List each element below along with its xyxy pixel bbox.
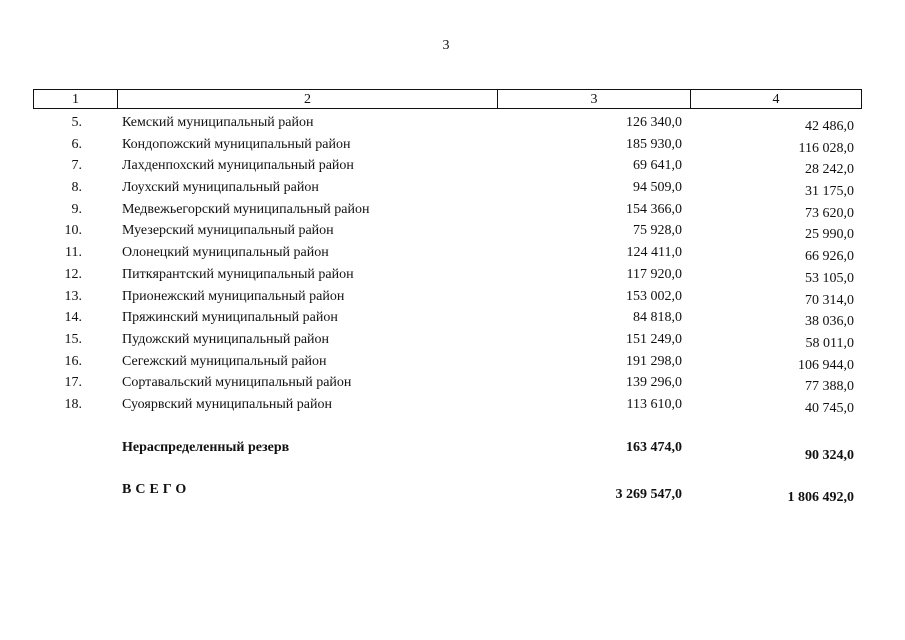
row-number: 18. [64,396,82,412]
value-col3: 185 930,0 [626,136,682,152]
row-number: 16. [64,353,82,369]
value-col3: 154 366,0 [626,201,682,217]
value-col4: 73 620,0 [805,205,854,221]
value-col4: 66 926,0 [805,249,854,265]
total-label: ВСЕГО [122,482,191,497]
column-header-2: 2 [118,90,498,109]
value-col3: 126 340,0 [626,115,682,130]
district-name: Лахденпохский муниципальный район [122,158,354,174]
district-name: Прионежский муниципальный район [122,288,345,304]
row-number: 8. [71,180,82,196]
row-number: 10. [64,223,82,239]
district-name: Пудожский муниципальный район [122,331,330,347]
district-name: Сегежский муниципальный район [122,353,327,369]
value-col4: 70 314,0 [805,292,854,308]
table-row [0,242,905,264]
row-number: 5. [71,115,82,130]
value-col3: 151 249,0 [626,331,682,347]
value-col4: 106 944,0 [798,357,854,373]
row-number: 7. [71,158,82,174]
row-number: 15. [64,331,82,347]
district-name: Кемский муниципальный район [122,115,314,130]
row-number: 6. [71,136,82,152]
value-col3: 139 296,0 [626,375,682,391]
district-name: Суоярвский муниципальный район [122,396,332,412]
value-col3: 117 920,0 [626,266,682,282]
value-col3: 75 928,0 [633,223,682,239]
value-col4: 38 036,0 [805,314,854,330]
reserve-col3: 163 474,0 [626,440,682,455]
value-col4: 42 486,0 [805,119,854,134]
value-col4: 40 745,0 [805,400,854,416]
reserve-col4: 90 324,0 [805,448,854,463]
row-number: 11. [65,245,82,261]
value-col4: 28 242,0 [805,162,854,178]
table-row [0,199,905,221]
row-number: 13. [64,288,82,304]
value-col4: 31 175,0 [805,184,854,200]
value-col4: 53 105,0 [805,270,854,286]
value-col4: 25 990,0 [805,227,854,243]
table-row [0,372,905,394]
district-table-body [0,112,905,416]
row-number: 17. [64,375,82,391]
district-name: Сортавальский муниципальный район [122,375,352,391]
value-col3: 94 509,0 [633,180,682,196]
value-col3: 69 641,0 [633,158,682,174]
table-row [0,329,905,351]
district-name: Олонецкий муниципальный район [122,245,329,261]
district-name: Лоухский муниципальный район [122,180,319,196]
value-col4: 58 011,0 [805,335,854,351]
value-col3: 124 411,0 [626,245,682,261]
district-name: Медвежьегорский муниципальный район [122,201,370,217]
value-col3: 84 818,0 [633,310,682,326]
column-header-table [33,89,862,109]
total-col3: 3 269 547,0 [615,487,682,502]
table-row [0,177,905,199]
value-col3: 153 002,0 [626,288,682,304]
column-header-4: 4 [691,90,862,109]
table-row [0,155,905,177]
table-row [0,220,905,242]
table-row [0,307,905,329]
total-col4: 1 806 492,0 [787,490,854,505]
value-col3: 191 298,0 [626,353,682,369]
table-row [0,286,905,308]
row-number: 12. [64,266,82,282]
district-name: Муезерский муниципальный район [122,223,334,239]
district-name: Пряжинский муниципальный район [122,310,338,326]
value-col3: 113 610,0 [626,396,682,412]
page-number: 3 [442,38,450,53]
row-number: 9. [71,201,82,217]
reserve-label: Нераспределенный резерв [122,440,290,455]
district-name: Питкярантский муниципальный район [122,266,354,282]
table-row [0,112,905,134]
table-row [0,134,905,156]
column-header-1: 1 [34,90,118,109]
table-row [0,351,905,373]
column-header-3: 3 [498,90,691,109]
row-number: 14. [64,310,82,326]
value-col4: 77 388,0 [805,379,854,395]
value-col4: 116 028,0 [798,140,854,156]
table-row [0,394,905,416]
table-row [0,264,905,286]
district-name: Кондопожский муниципальный район [122,136,351,152]
